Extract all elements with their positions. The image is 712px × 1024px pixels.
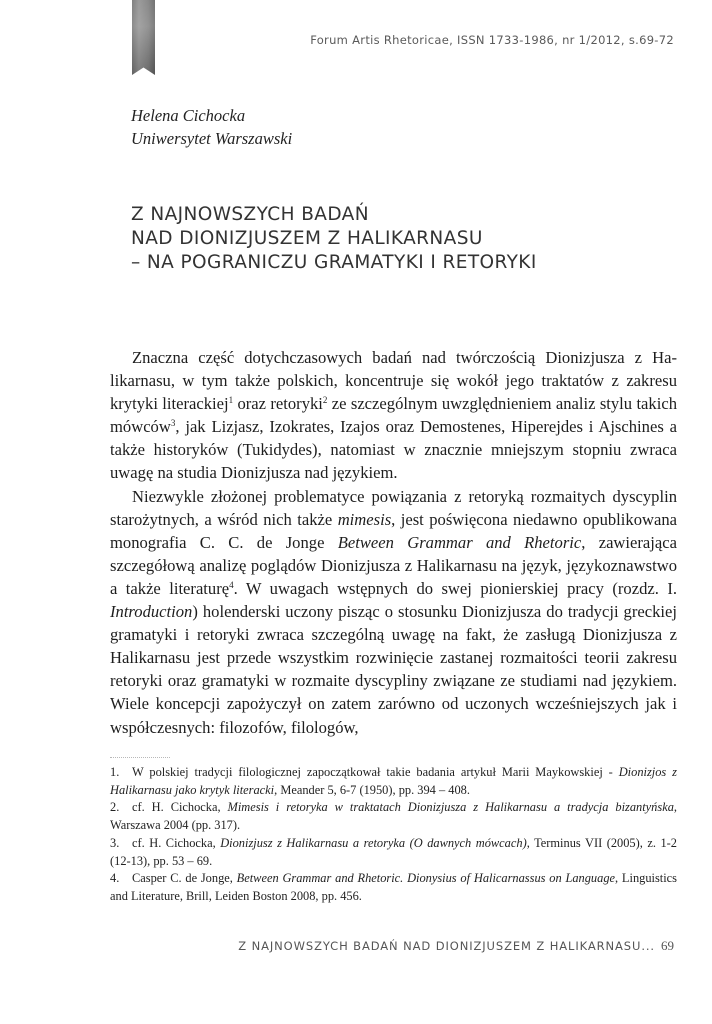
bookmark-ribbon-icon bbox=[132, 0, 155, 75]
text-run: W polskiej tradycji filologicznej zapoczątkował takie badania artykuł Marii Maykowskiej - bbox=[132, 765, 619, 779]
journal-header: Forum Artis Rhetoricae, ISSN 1733-1986, nr 1/2012, s.69-72 bbox=[310, 33, 674, 47]
article-title bbox=[131, 203, 537, 275]
running-title: Z NAJNOWSZYCH BADAŃ NAD DIONIZJUSZEM Z HALIKARNASU... bbox=[238, 939, 655, 953]
italic-book-title: Between Grammar and Rhetoric bbox=[337, 532, 582, 552]
text-run: Niezwykle złożonej problematyce powiązania z retoryką rozmaitych dyscyplin starożytnych, a wśród nich także bbox=[110, 486, 677, 529]
page-number: 69 bbox=[661, 938, 674, 953]
text-run: ze szczególnym uwzględnieniem analiz stylu takich mówców bbox=[110, 394, 677, 437]
footnote-2 bbox=[110, 799, 677, 834]
text-run: , Warszawa 2004 (pp. 317). bbox=[110, 800, 678, 833]
text-run: . W uwagach wstępnych do swej pionierskiej pracy (rozdz. I. bbox=[233, 578, 677, 598]
footnote-number: 1. bbox=[110, 765, 120, 779]
body-text bbox=[110, 346, 677, 739]
italic-title: Dionizjusz z Halikarnasu a retoryka (O dawnych mówcach) bbox=[220, 835, 527, 850]
text-run: , Meander 5, 6-7 (1950), pp. 394 – 408. bbox=[274, 782, 470, 797]
footnote-ref-1[interactable]: 1 bbox=[228, 395, 234, 406]
footnote-number: 4. bbox=[110, 871, 120, 886]
author-affiliation: Uniwersytet Warszawski bbox=[131, 129, 293, 148]
italic-chapter-title: Introduction bbox=[110, 602, 193, 622]
footnote-ref-3[interactable]: 3 bbox=[170, 418, 176, 429]
text-run: , Terminus VII (2005), z. 1-2 (12-13), pp. 53 – 69. bbox=[110, 835, 678, 868]
text-run: Casper C. de Jonge, bbox=[132, 871, 237, 886]
author-block bbox=[131, 104, 292, 150]
footnote-ref-4[interactable]: 4 bbox=[229, 579, 234, 590]
footnote-3 bbox=[110, 835, 677, 870]
italic-title: Mimesis i retoryka w traktatach Dionizjusza z Halikarnasu a tradycja bizantyńska bbox=[227, 800, 674, 815]
footnote-separator bbox=[110, 757, 170, 758]
footnote-1 bbox=[110, 764, 677, 799]
italic-title: Between Grammar and Rhetoric. Dionysius of Halicarnassus on Language bbox=[236, 871, 616, 886]
text-run: , jest poświęcona niedawno opublikowana monografia C. C. de Jonge bbox=[110, 509, 678, 552]
text-run: cf. H. Cichocka, bbox=[132, 835, 221, 850]
title-line-1: Z NAJNOWSZYCH BADAŃ bbox=[131, 204, 369, 225]
footnotes bbox=[110, 764, 677, 906]
text-run: , Linguistics and Literature, Brill, Leiden Boston 2008, pp. 456. bbox=[110, 871, 677, 903]
text-run: cf. H. Cichocka, bbox=[132, 800, 228, 815]
footnote-ref-2[interactable]: 2 bbox=[322, 395, 328, 406]
paragraph-2 bbox=[110, 485, 677, 739]
paragraph-1 bbox=[110, 346, 677, 485]
text-run: oraz retoryki bbox=[233, 394, 323, 414]
title-line-3: – NA POGRANICZU GRAMATYKI I RETORYKI bbox=[131, 252, 537, 273]
title-line-2: NAD DIONIZJUSZEM Z HALIKARNASU bbox=[131, 228, 483, 249]
text-run: , jak Lizjasz, Izokrates, Izajos oraz Demostenes, Hiperejdes i Ajschines a także historyków (Tukidydes), natomiast w znacznie mniejszym stopniu zwraca uwagę na studia Dionizjusza nad językiem. bbox=[110, 417, 677, 483]
footnote-number: 2. bbox=[110, 800, 120, 815]
footnote-4 bbox=[110, 870, 677, 905]
footnote-number: 3. bbox=[110, 835, 120, 850]
text-run: ) holenderski uczony pisząc o stosunku Dionizjusza do tradycji greckiej gramatyki i retoryki zwraca szczególną uwagę na fakt, że zasługą Dionizjusza z Halikarnasu jest przede wszystkim rozwinięcie zastanej rozmaitości teorii zakresu retoryki oraz gramatyki w rozmaite dyscypliny związane ze studiami nad językiem. Wiele koncepcji zapożyczył on zatem zarówno od uczonych wcześniejszych jak i współczesnych: filozofów, filologów, bbox=[110, 602, 677, 737]
running-footer bbox=[238, 937, 674, 955]
author-name: Helena Cichocka bbox=[131, 106, 246, 125]
italic-title: Dionizjos z Halikarnasu jako krytyk literacki bbox=[110, 765, 677, 797]
text-run: Znaczna część dotychczasowych badań nad twórczością Dionizjusza z Halikarnasu, w tym także polskich, koncentruje się wokół jego traktatów z zakresu krytyki literackiej bbox=[110, 348, 677, 414]
text-run: , zawierająca szczegółową analizę poglądów Dionizjusza z Halikarnasu na język, językoznawstwo a także literaturę bbox=[110, 532, 677, 598]
italic-term: mimesis bbox=[337, 509, 392, 529]
